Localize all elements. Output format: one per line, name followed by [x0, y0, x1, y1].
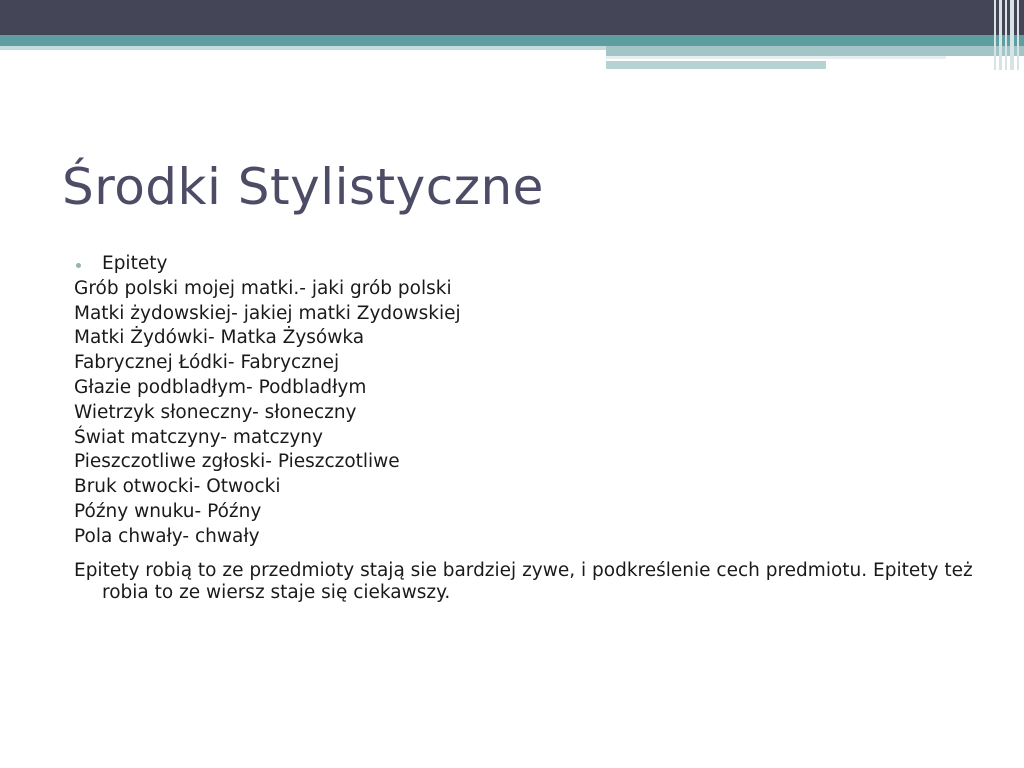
epithet-line: Pieszczotliwe zgłoski- Pieszczotliwe	[74, 451, 400, 473]
epithet-line: Matki żydowskiej- jakiej matki Zydowskiej	[74, 302, 461, 324]
summary-paragraph: Epitety robią to ze przedmioty stają sie bardziej zywe, i podkreślenie cech predmiotu. Epitety też robia to ze wiersz staje się ciekawszy.	[74, 559, 973, 603]
header-band-dark	[0, 0, 1024, 35]
bullet-text: Epitety	[102, 253, 168, 274]
epithet-line: Świat matczyny- matczyny	[74, 426, 323, 448]
slide-body	[74, 252, 974, 604]
epithet-line: Grób polski mojej matki.- jaki grób polski	[74, 277, 452, 299]
header-accent-bar	[606, 61, 826, 69]
bullet-item	[74, 252, 974, 277]
epithet-line: Głazie podbladłym- Podbladłym	[74, 376, 367, 398]
epithet-line: Bruk otwocki- Otwocki	[74, 476, 281, 498]
epithet-line: Fabrycznej Łódki- Fabrycznej	[74, 352, 340, 374]
epithet-line: Późny wnuku- Późny	[74, 500, 262, 522]
epithet-line: Wietrzyk słoneczny- słoneczny	[74, 401, 357, 423]
epithet-line: Matki Żydówki- Matka Żysówka	[74, 327, 365, 349]
header-stripes	[990, 0, 1024, 70]
header-band-teal	[0, 35, 1024, 46]
slide-title: Środki Stylistyczne	[62, 158, 544, 216]
header-accent-bar	[606, 56, 946, 59]
header-accent-bar	[606, 46, 1024, 56]
epithet-line: Pola chwały- chwały	[74, 525, 260, 547]
bullet-dot-icon	[76, 263, 81, 268]
